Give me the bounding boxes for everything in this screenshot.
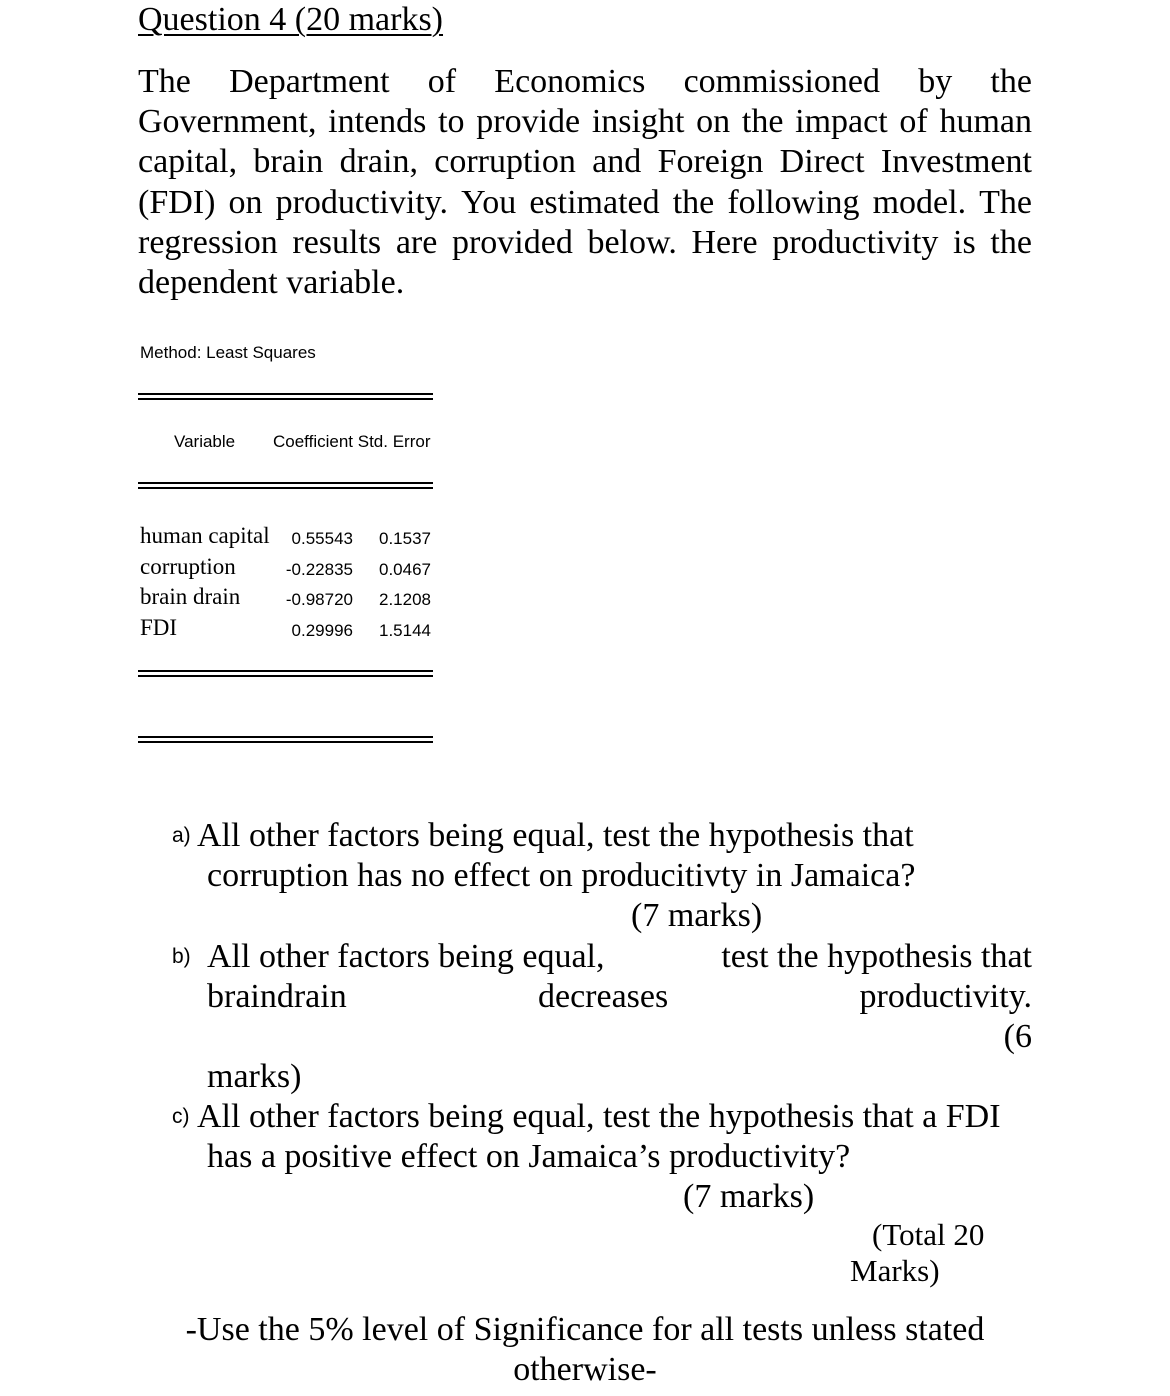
word: productivity xyxy=(772,223,939,261)
table-row-variable: FDI xyxy=(140,615,178,640)
word: estimated xyxy=(529,183,660,221)
question-a-text-2: corruption has no effect on producitivty in Jamaica? xyxy=(207,857,916,894)
word: intends xyxy=(328,103,427,141)
word: and xyxy=(592,143,642,181)
word: insight xyxy=(591,103,685,141)
significance-note-line1: -Use the 5% level of Significance for all tests unless stated xyxy=(185,1311,985,1348)
word: The xyxy=(979,183,1032,221)
word: on xyxy=(696,103,731,141)
question-a-label: a) xyxy=(172,824,191,847)
word: decreases xyxy=(537,978,669,1015)
intro-line xyxy=(138,223,1032,263)
word: the xyxy=(672,183,715,221)
word: are xyxy=(395,223,438,261)
table-row-std-error: 2.1208 xyxy=(379,590,431,609)
word: provide xyxy=(476,103,581,141)
word: brain xyxy=(253,143,324,181)
intro-line xyxy=(138,102,1032,142)
intro-paragraph xyxy=(138,62,1032,303)
intro-line xyxy=(138,263,1032,303)
significance-note-line2: otherwise- xyxy=(513,1351,657,1388)
question-c-label: c) xyxy=(172,1105,190,1128)
question-a-text-1: All other factors being equal, test the hypothesis that xyxy=(197,817,914,854)
header-variable: Variable xyxy=(174,432,236,451)
table-rule-header xyxy=(138,482,433,489)
table-row-variable: brain drain xyxy=(140,584,241,609)
table-row-coefficient: 0.55543 xyxy=(291,529,353,548)
question-title: Question 4 (20 marks) xyxy=(138,1,444,38)
table-rule-footer xyxy=(138,736,433,743)
word: following xyxy=(727,183,860,221)
word: the xyxy=(990,63,1032,100)
total-marks-line1: (Total 20 xyxy=(872,1217,985,1252)
word: capital, xyxy=(138,143,238,181)
word: corruption xyxy=(434,143,576,181)
question-b-label: b) xyxy=(172,945,191,968)
question-c-marks: (7 marks) xyxy=(683,1178,815,1215)
word: the xyxy=(990,223,1032,261)
word: You xyxy=(461,183,517,221)
word: Here xyxy=(691,223,758,261)
table-row-variable: corruption xyxy=(140,554,236,579)
word: commissioned xyxy=(683,63,881,100)
word: on xyxy=(228,183,263,221)
word: productivity. xyxy=(859,978,1032,1015)
word: Direct xyxy=(779,143,865,181)
question-b-marks-close: marks) xyxy=(207,1058,302,1095)
question-b-text-2 xyxy=(207,977,1032,1017)
method-label: Method: Least Squares xyxy=(140,343,316,362)
word: drain, xyxy=(339,143,418,181)
table-row-std-error: 0.0467 xyxy=(379,560,431,579)
word: Investment xyxy=(880,143,1032,181)
word: model. xyxy=(872,183,967,221)
word: of xyxy=(899,103,928,141)
header-coef-se: Coefficient Std. Error xyxy=(273,432,431,451)
word: Department xyxy=(229,63,390,100)
table-rule-top xyxy=(138,393,433,400)
table-row-std-error: 1.5144 xyxy=(379,621,431,640)
word: Government, xyxy=(138,103,317,141)
word: the xyxy=(741,103,784,141)
word: The xyxy=(138,63,191,100)
word: Economics xyxy=(494,63,646,100)
word: provided xyxy=(451,223,573,261)
word: regression xyxy=(138,223,278,261)
table-row-coefficient: 0.29996 xyxy=(291,621,353,640)
intro-line xyxy=(138,62,1032,102)
table-row-std-error: 0.1537 xyxy=(379,529,431,548)
question-a-marks: (7 marks) xyxy=(631,897,763,934)
table-row-coefficient: -0.22835 xyxy=(285,560,353,579)
word: braindrain xyxy=(207,978,347,1015)
word: human xyxy=(939,103,1032,141)
intro-line xyxy=(138,183,1032,223)
word: results xyxy=(292,223,382,261)
question-b-text-1 xyxy=(207,937,1032,977)
question-b-marks-open: (6 xyxy=(1003,1018,1032,1055)
question-b-text-1-left: All other factors being equal, xyxy=(207,938,605,975)
word: by xyxy=(918,63,953,100)
word: Foreign xyxy=(657,143,764,181)
total-marks-line2: Marks) xyxy=(850,1253,940,1288)
question-c-text-2: has a positive effect on Jamaica’s productivity? xyxy=(207,1138,851,1175)
word: of xyxy=(427,63,457,100)
word: dependent variable. xyxy=(138,263,405,301)
word: below. xyxy=(587,223,677,261)
question-b-text-1-right: test the hypothesis that xyxy=(721,938,1032,975)
word: productivity. xyxy=(275,183,449,221)
table-rule-bottom xyxy=(138,670,433,677)
table-row-coefficient: -0.98720 xyxy=(285,590,353,609)
word: is xyxy=(953,223,976,261)
word: (FDI) xyxy=(138,183,216,221)
table-row-variable: human capital xyxy=(140,523,270,548)
question-c-text-1: All other factors being equal, test the hypothesis that a FDI xyxy=(197,1098,1001,1135)
intro-line xyxy=(138,142,1032,182)
word: to xyxy=(438,103,465,141)
word: impact xyxy=(795,103,888,141)
